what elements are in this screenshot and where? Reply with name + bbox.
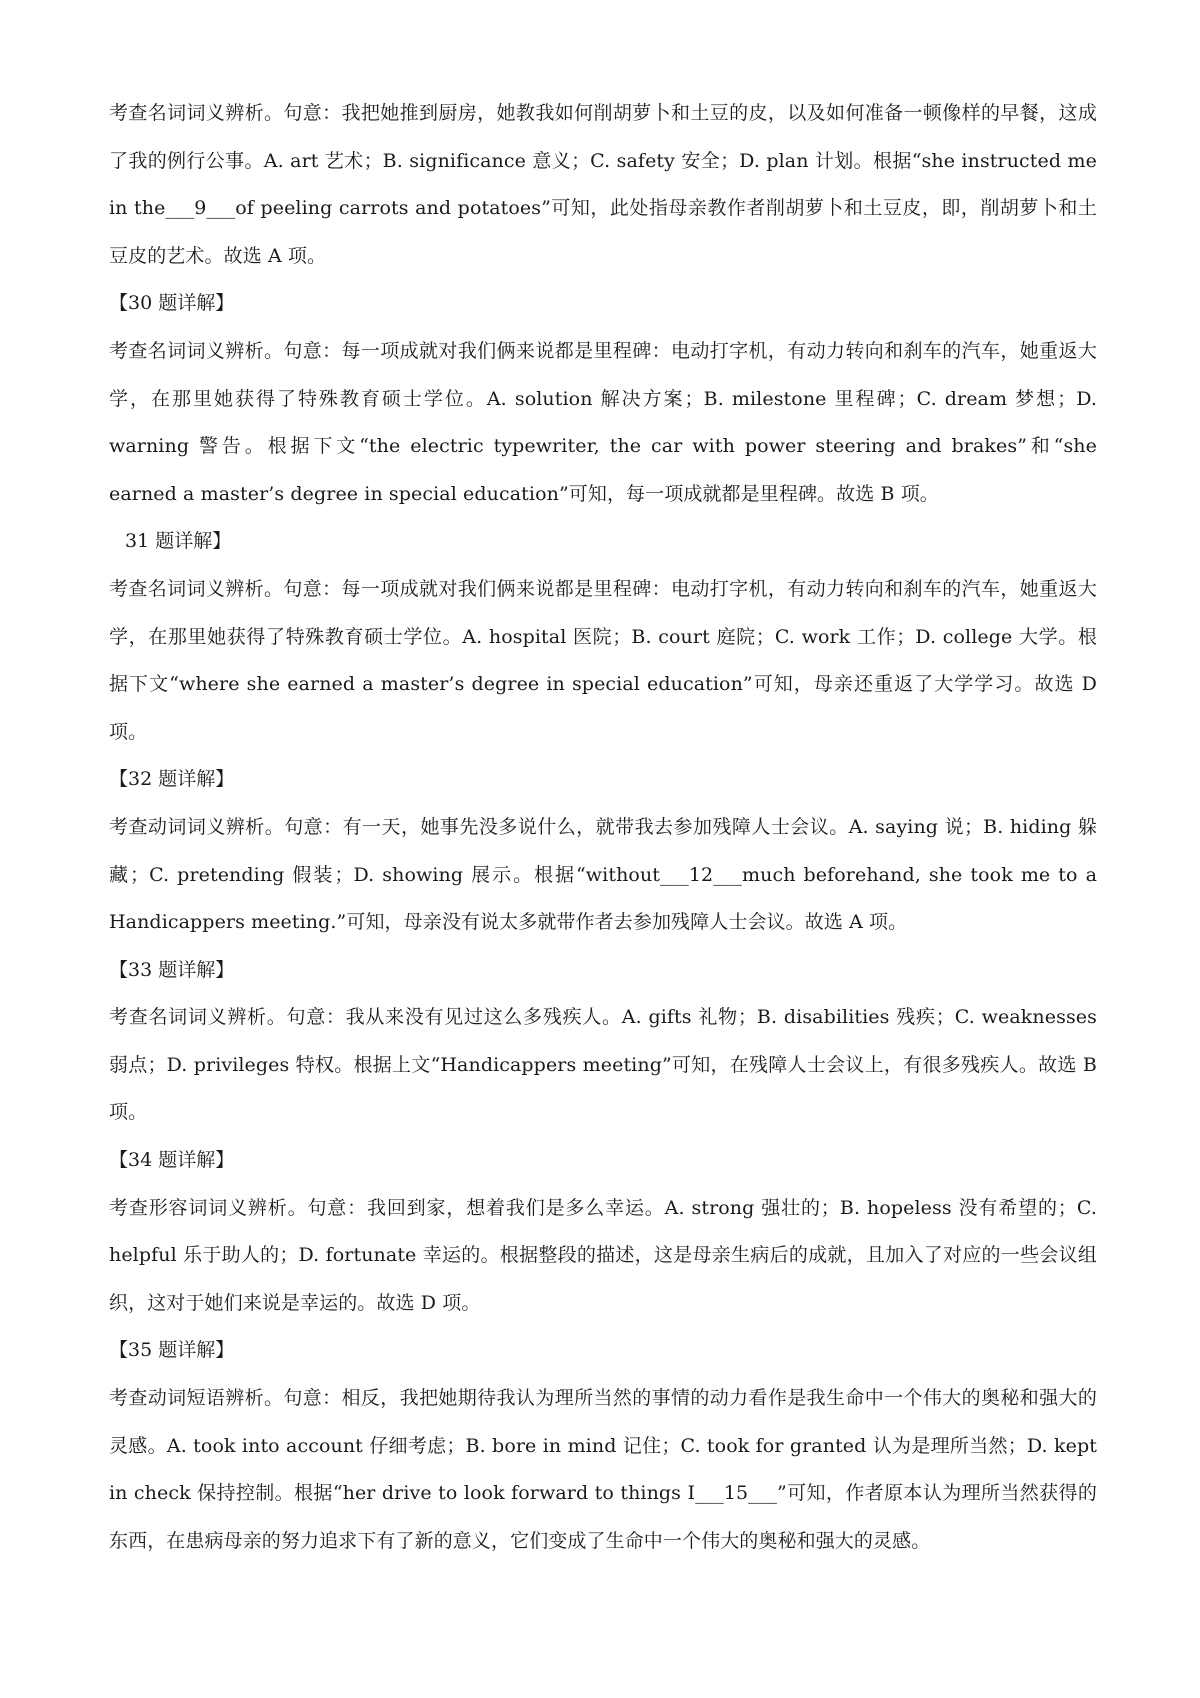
- heading-q32: 【32 题详解】: [109, 768, 235, 791]
- paragraph-q30-explanation: 考查名词词义辨析。句意：每一项成就对我们俩来说都是里程碑：电动打字机，有动力转向和刹车的汽车，她重返大学，在那里她获得了特殊教育硕士学位。A. solution 解决方案；B. milestone 里程碑；C. dream 梦想；D. warning 警告。根据下文“the electric typewriter, the car with power steering and brakes”和“she earned a master’s degree in special education”可知，每一项成就都是里程碑。故选 B 项。: [109, 339, 1097, 505]
- document-page: [109, 90, 1097, 1565]
- paragraph-q34-explanation: 考查形容词词义辨析。句意：我回到家，想着我们是多么幸运。A. strong 强壮的；B. hopeless 没有希望的；C. helpful 乐于助人的；D. fortunate 幸运的。根据整段的描述，这是母亲生病后的成就，且加入了对应的一些会议组织，这对于她们来说是幸运的。故选 D 项。: [109, 1196, 1097, 1314]
- paragraph-q31-explanation: 考查名词词义辨析。句意：每一项成就对我们俩来说都是里程碑：电动打字机，有动力转向和刹车的汽车，她重返大学，在那里她获得了特殊教育硕士学位。A. hospital 医院；B. court 庭院；C. work 工作；D. college 大学。根据下文“where she earned a master’s degree in special education”可知，母亲还重返了大学学习。故选 D 项。: [109, 577, 1097, 743]
- paragraph-q32-explanation: 考查动词词义辨析。句意：有一天，她事先没多说什么，就带我去参加残障人士会议。A. saying 说；B. hiding 躲藏；C. pretending 假装；D. showing 展示。根据“without___12___much beforehand, she took me to a Handicappers meeting.”可知，母亲没有说太多就带作者去参加残障人士会议。故选 A 项。: [109, 815, 1097, 934]
- paragraph-q29-explanation: 考查名词词义辨析。句意：我把她推到厨房，她教我如何削胡萝卜和土豆的皮，以及如何准备一顿像样的早餐，这成了我的例行公事。A. art 艺术；B. significance 意义；C. safety 安全；D. plan 计划。根据“she instructed me in the___9___of peeling carrots and potatoes”可知，此处指母亲教作者削胡萝卜和土豆皮，即，削胡萝卜和土豆皮的艺术。故选 A 项。: [109, 102, 1097, 267]
- heading-q31: 31 题详解】: [125, 530, 232, 553]
- heading-q30: 【30 题详解】: [109, 292, 235, 315]
- heading-q33: 【33 题详解】: [109, 958, 235, 981]
- paragraph-q35-explanation: 考查动词短语辨析。句意：相反，我把她期待我认为理所当然的事情的动力看作是我生命中一个伟大的奥秘和强大的灵感。A. took into account 仔细考虑；B. bore in mind 记住；C. took for granted 认为是理所当然；D. kept in check 保持控制。根据“her drive to look forward to things I___15___”可知，作者原本认为理所当然获得的东西，在患病母亲的努力追求下有了新的意义，它们变成了生命中一个伟大的奥秘和强大的灵感。: [109, 1387, 1097, 1552]
- heading-q34: 【34 题详解】: [109, 1149, 235, 1172]
- paragraph-q33-explanation: 考查名词词义辨析。句意：我从来没有见过这么多残疾人。A. gifts 礼物；B. disabilities 残疾；C. weaknesses 弱点；D. privileges 特权。根据上文“Handicappers meeting”可知，在残障人士会议上，有很多残疾人。故选 B 项。: [109, 1006, 1097, 1124]
- heading-q35: 【35 题详解】: [109, 1339, 235, 1362]
